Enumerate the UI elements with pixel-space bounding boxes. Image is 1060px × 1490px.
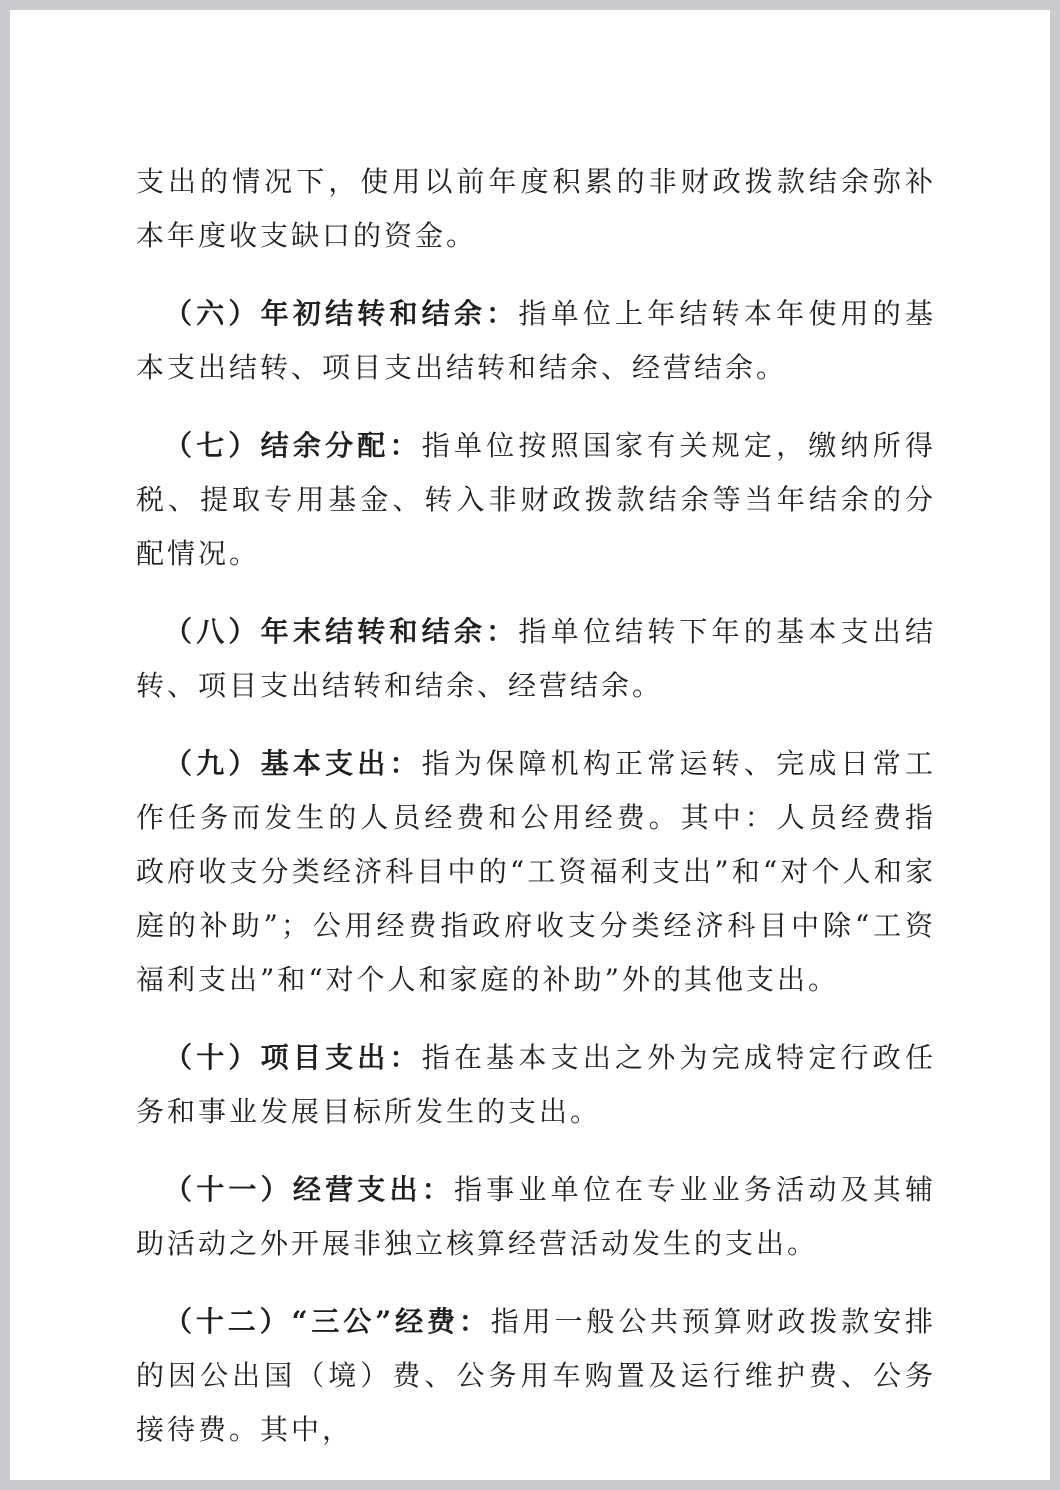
paragraph-text: 指用一般公共预算财政拨款安排的因公出国（境）费、公务用车购置及运行维护费、公务接待费。其中， [136, 1305, 936, 1446]
paragraph-item-12 [136, 1295, 936, 1457]
paragraph-item-10 [136, 1031, 936, 1139]
paragraph-term: （十）项目支出： [164, 1041, 422, 1074]
paragraph-term: （六）年初结转和结余： [164, 297, 519, 330]
paragraph-item-6 [136, 287, 936, 395]
paragraph-text: 指单位按照国家有关规定，缴纳所得税、提取专用基金、转入非财政拨款结余等当年结余的分配情况。 [136, 429, 936, 570]
paragraph-term: （七）结余分配： [164, 429, 422, 462]
paragraph-text: 指单位上年结转本年使用的基本支出结转、项目支出结转和结余、经营结余。 [136, 297, 936, 384]
paragraph-term: （十二）“三公”经费： [164, 1305, 491, 1338]
paragraph-text: 支出的情况下，使用以前年度积累的非财政拨款结余弥补本年度收支缺口的资金。 [136, 165, 936, 252]
paragraph-item-11 [136, 1163, 936, 1271]
paragraph-item-8 [136, 605, 936, 713]
paragraph-term: （八）年末结转和结余： [164, 615, 519, 648]
paragraph-item-9 [136, 737, 936, 1007]
paragraph-text: 指事业单位在专业业务活动及其辅助活动之外开展非独立核算经营活动发生的支出。 [136, 1173, 936, 1260]
paragraph-term: （九）基本支出： [164, 747, 422, 780]
paragraph-item-7 [136, 419, 936, 581]
document-page [10, 10, 1050, 1480]
paragraph-continuation [136, 155, 936, 263]
paragraph-text: 指在基本支出之外为完成特定行政任务和事业发展目标所发生的支出。 [136, 1041, 936, 1128]
document-body [136, 155, 936, 1457]
paragraph-text: 指单位结转下年的基本支出结转、项目支出结转和结余、经营结余。 [136, 615, 936, 702]
paragraph-term: （十一）经营支出： [164, 1173, 454, 1206]
paragraph-text: 指为保障机构正常运转、完成日常工作任务而发生的人员经费和公用经费。其中：人员经费指政府收支分类经济科目中的“工资福利支出”和“对个人和家庭的补助”；公用经费指政府收支分类经济科目中除“工资福利支出”和“对个人和家庭的补助”外的其他支出。 [136, 747, 936, 996]
